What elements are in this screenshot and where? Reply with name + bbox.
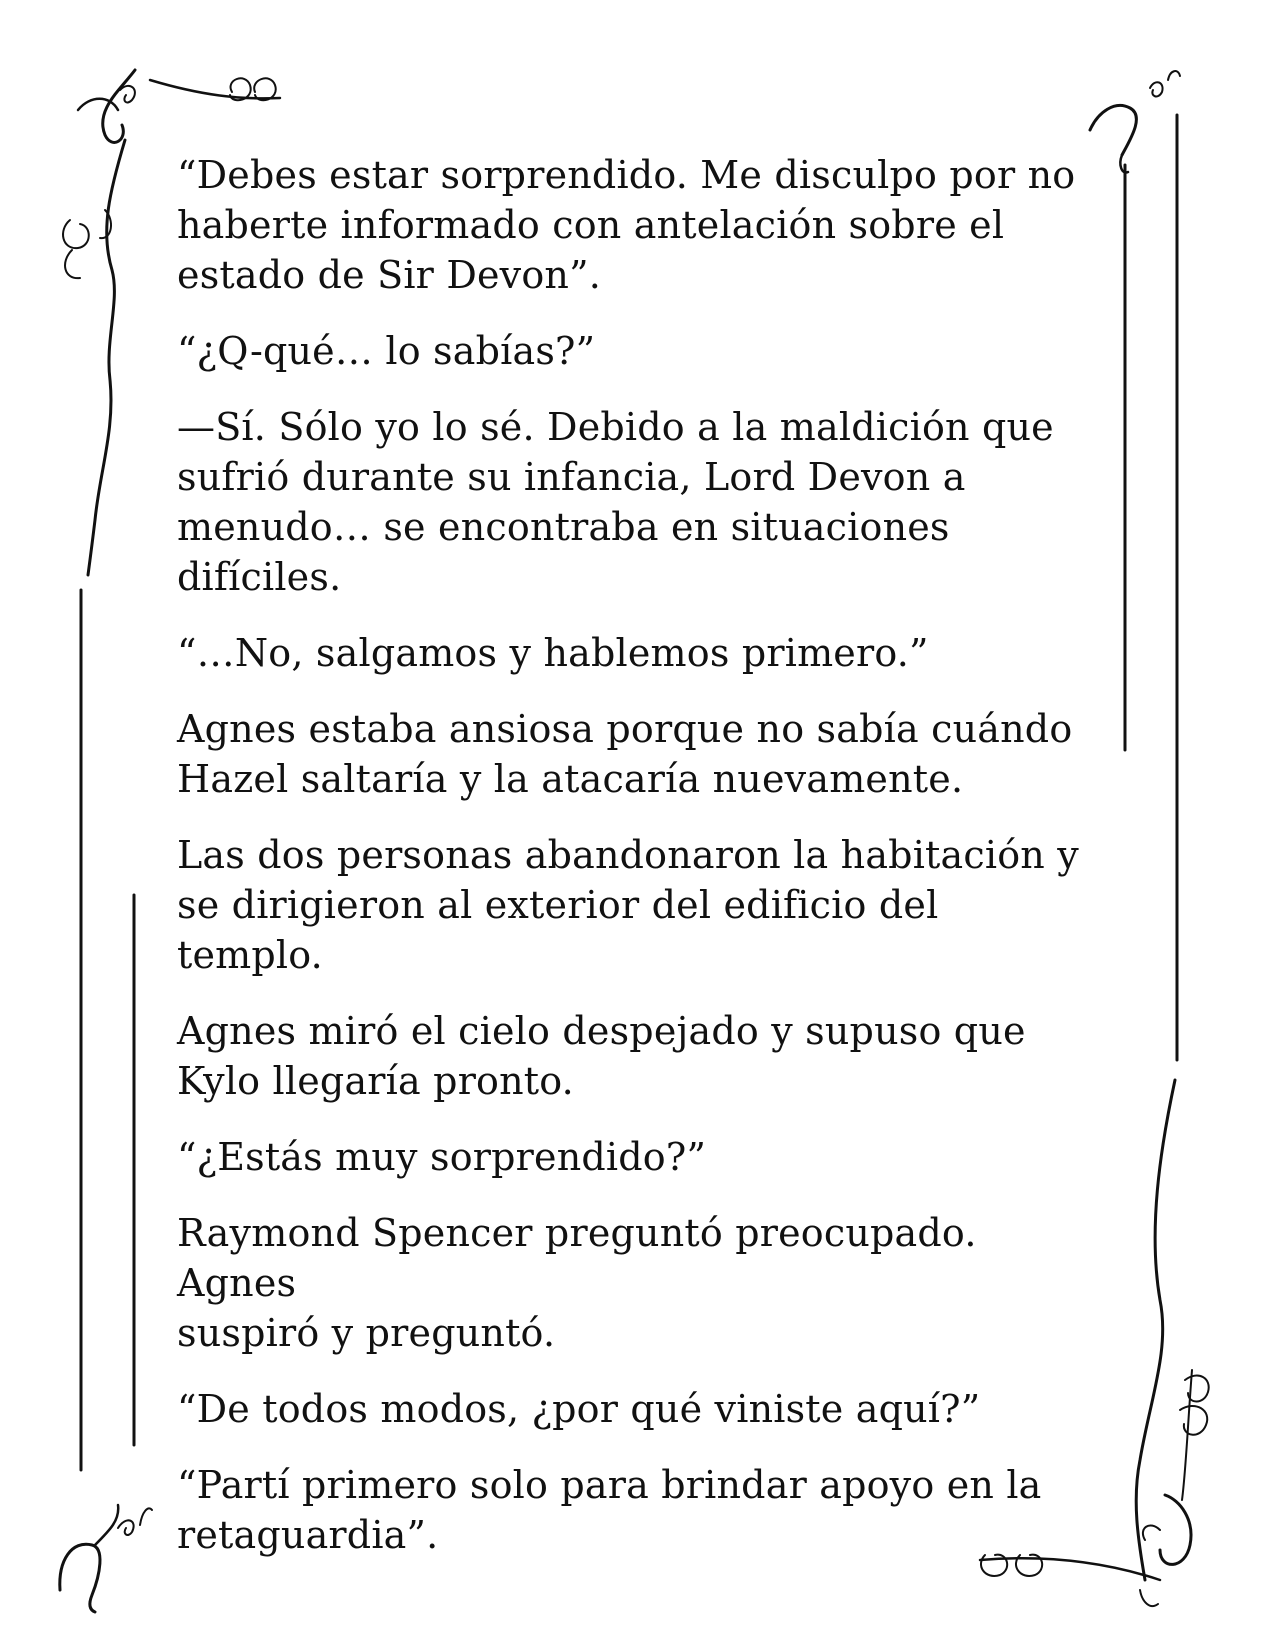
paragraph: “Debes estar sorprendido. Me disculpo por no haberte informado con antelación sobre el estado de Sir Devon”. xyxy=(177,153,1076,297)
right-wavy-stem xyxy=(1136,1080,1175,1580)
paragraph: Raymond Spencer preguntó preocupado. Agnes suspiró y preguntó. xyxy=(177,1211,977,1355)
paragraph: “…No, salgamos y hablemos primero.” xyxy=(177,631,929,675)
paragraph: “De todos modos, ¿por qué viniste aquí?” xyxy=(177,1387,981,1431)
top-right-flourish xyxy=(1090,71,1180,172)
paragraph: Agnes miró el cielo despejado y supuso que Kylo llegaría pronto. xyxy=(177,1009,1026,1103)
paragraph: “¿Q-qué… lo sabías?” xyxy=(177,329,596,373)
paragraph: —Sí. Sólo yo lo sé. Debido a la maldición que sufrió durante su infancia, Lord Devon a menudo… se encontraba en situaciones difíciles. xyxy=(177,405,1054,599)
paragraph: Las dos personas abandonaron la habitación y se dirigieron al exterior del edificio del templo. xyxy=(177,833,1079,977)
story-text xyxy=(177,150,1082,1586)
paragraph: “¿Estás muy sorprendido?” xyxy=(177,1135,707,1179)
bottom-left-flourish xyxy=(60,1505,152,1612)
paragraph: “Partí primero solo para brindar apoyo en la retaguardia”. xyxy=(177,1463,1042,1557)
paragraph: Agnes estaba ansiosa porque no sabía cuándo Hazel saltaría y la atacaría nuevamente. xyxy=(177,707,1073,801)
